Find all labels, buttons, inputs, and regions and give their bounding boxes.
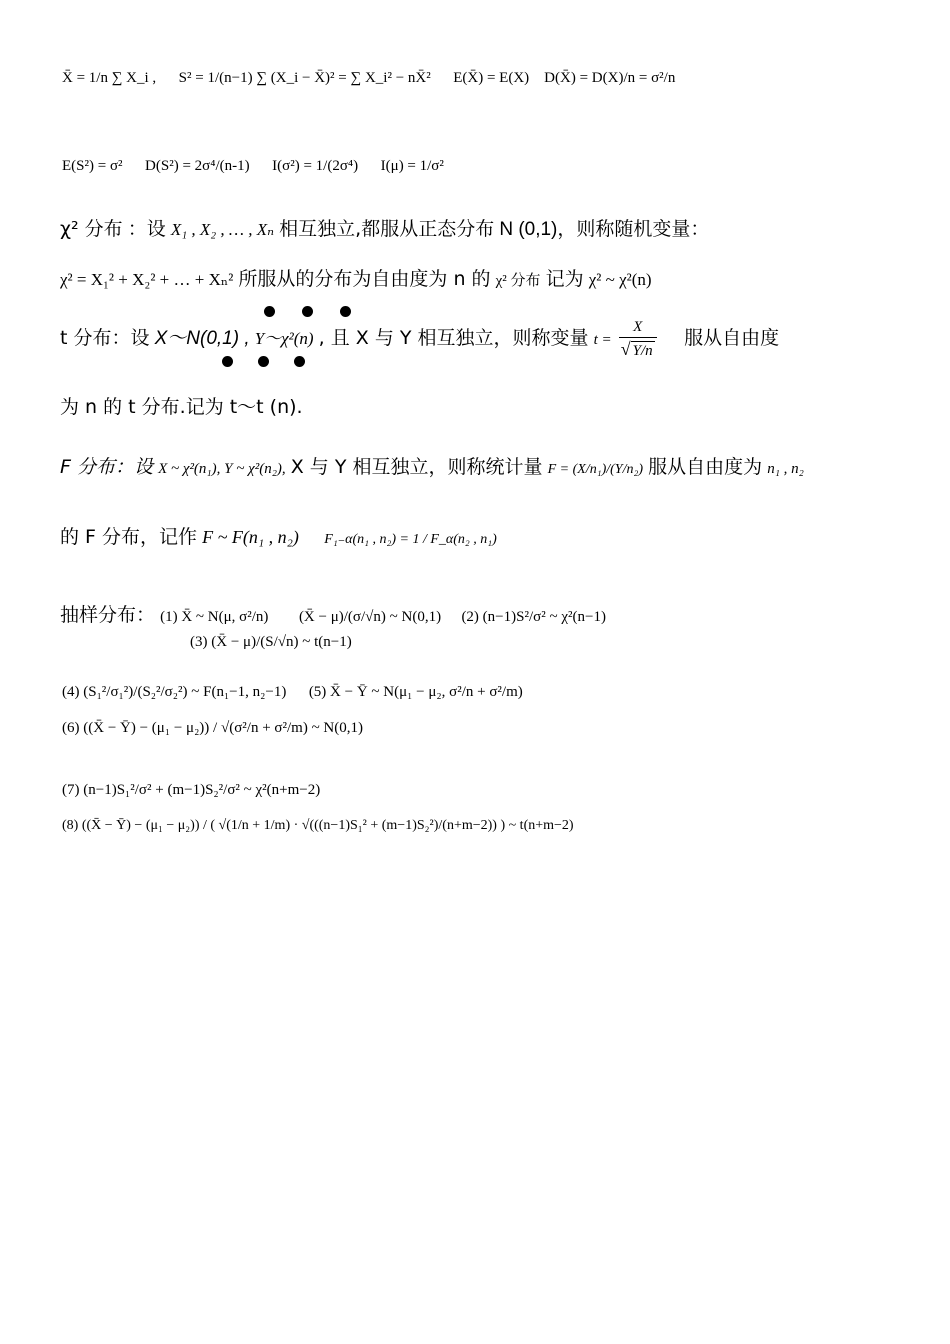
chi-square-text-3: 记为 xyxy=(545,268,584,290)
chi-square-colon: ：设 xyxy=(127,218,166,240)
chi-square-heading: χ² 分布 xyxy=(60,218,123,240)
sampling-formula-8: (8) ((X̄ − Ȳ) − (μ₁ − μ₂)) / ( √(1/n + 1/m) · √(((n−1)S₁² + (m−1)S₂²)/(n+m−2)) ) ~ t(n+m−2) xyxy=(62,818,574,833)
chi-square-normal-dist: N (0,1)，则称随机变量： xyxy=(499,219,710,240)
variance-expectation-formula: E(S²) = σ² xyxy=(62,158,123,174)
t-x-distribution: X～N(0,1) , xyxy=(154,327,250,349)
decorative-dot xyxy=(302,306,313,317)
sample-mean-formula: X̄ = 1/n ∑ X_i , xyxy=(62,70,157,86)
formula-line-1 xyxy=(62,70,842,87)
f-dof: n₁ , n₂ xyxy=(767,461,804,477)
mean-variance-formula: D(X̄) = D(X)/n = σ²/n xyxy=(544,70,676,86)
f-distribution-dists: X ~ χ²(n₁), Y ~ χ²(n₂), xyxy=(158,461,286,477)
t-y-distribution: Y～χ²(n) xyxy=(254,328,314,348)
f-statistic-formula: F = (X/n₁)/(Y/n₂) xyxy=(547,462,643,477)
sampling-formula-1: (1) X̄ ~ N(μ, σ²/n) xyxy=(160,609,269,625)
f-distribution-line-2 xyxy=(60,522,760,549)
decorative-dot xyxy=(340,306,351,317)
sampling-formula-3: (3) (X̄ − μ)/(S/√n) ~ t(n−1) xyxy=(190,634,352,650)
f-distribution-tail: 服从自由度为 xyxy=(648,456,763,478)
chi-square-text-2: 所服从的分布为自由度为 n 的 xyxy=(238,268,491,290)
sampling-line-1 xyxy=(60,600,900,627)
chi-square-notation: χ² ~ χ²(n) xyxy=(588,270,652,289)
fisher-info-mu-formula: I(μ) = 1/σ² xyxy=(380,158,444,174)
chi-square-definition-line-2 xyxy=(60,264,890,291)
chi-square-name: χ² 分布 xyxy=(495,273,541,289)
decorative-dot xyxy=(264,306,275,317)
f-distribution-mid: X 与 Y 相互独立，则称统计量 xyxy=(290,456,543,478)
t-formula-lhs: t = xyxy=(593,331,612,348)
t-distribution-line-2: 为 n 的 t 分布.记为 t～t (n). xyxy=(60,396,303,418)
t-formula-denominator-wrap: √ Y/n xyxy=(620,338,653,359)
chi-square-text-1: 相互独立,都服从正态分布 xyxy=(279,218,495,240)
chi-square-formula: χ² = X₁² + X₂² + … + Xₙ² xyxy=(60,270,234,289)
t-formula-numerator: X xyxy=(619,318,657,338)
sampling-lead: 抽样分布： xyxy=(60,604,156,626)
sample-variance-formula: S² = 1/(n−1) ∑ (X_i − X̄)² = ∑ X_i² − nX̄² xyxy=(178,70,431,86)
sampling-formula-4: (4) (S₁²/σ₁²)/(S₂²/σ₂²) ~ F(n₁−1, n₂−1) xyxy=(62,684,287,700)
variance-variance-formula: D(S²) = 2σ⁴/(n-1) xyxy=(145,158,250,174)
sampling-formula-1b: (X̄ − μ)/(σ/√n) ~ N(0,1) xyxy=(298,609,442,625)
f-inverse-formula: F₁₋α(n₁ , n₂) = 1 / F_α(n₂ , n₁) xyxy=(324,532,497,547)
f-distribution-line-1 xyxy=(60,452,900,479)
t-statistic-formula xyxy=(619,318,657,361)
f-distribution-line-2-text: 的 F 分布，记作 xyxy=(60,526,198,548)
chi-square-variables: X₁ , X₂ , … , Xₙ xyxy=(170,220,275,239)
t-distribution-tail: 服从自由度 xyxy=(684,326,780,349)
chi-square-definition-line-1 xyxy=(60,214,890,241)
sampling-formula-2: (2) (n−1)S²/σ² ~ χ²(n−1) xyxy=(461,609,606,625)
f-distribution-lead: F 分布：设 xyxy=(60,456,153,478)
t-formula-denominator: Y/n xyxy=(632,342,653,359)
t-distribution-mid: , 且 X 与 Y 相互独立，则称变量 xyxy=(318,326,589,349)
mean-expectation-formula: E(X̄) = E(X) xyxy=(453,70,530,86)
fisher-info-sigma-formula: I(σ²) = 1/(2σ⁴) xyxy=(272,158,359,174)
sampling-line-2 xyxy=(62,684,902,701)
sampling-formula-5: (5) X̄ − Ȳ ~ N(μ₁ − μ₂, σ²/n + σ²/m) xyxy=(308,684,523,700)
sampling-formula-6: (6) ((X̄ − Ȳ) − (μ₁ − μ₂)) / √(σ²/n + σ²/m) ~ N(0,1) xyxy=(62,720,364,736)
t-distribution-lead: t 分布：设 xyxy=(60,326,150,349)
formula-line-2 xyxy=(62,158,582,175)
t-distribution-line-1 xyxy=(60,318,900,361)
f-notation: F ~ F(n₁ , n₂) xyxy=(202,527,299,547)
sampling-formula-7: (7) (n−1)S₁²/σ² + (m−1)S₂²/σ² ~ χ²(n+m−2) xyxy=(62,782,321,798)
